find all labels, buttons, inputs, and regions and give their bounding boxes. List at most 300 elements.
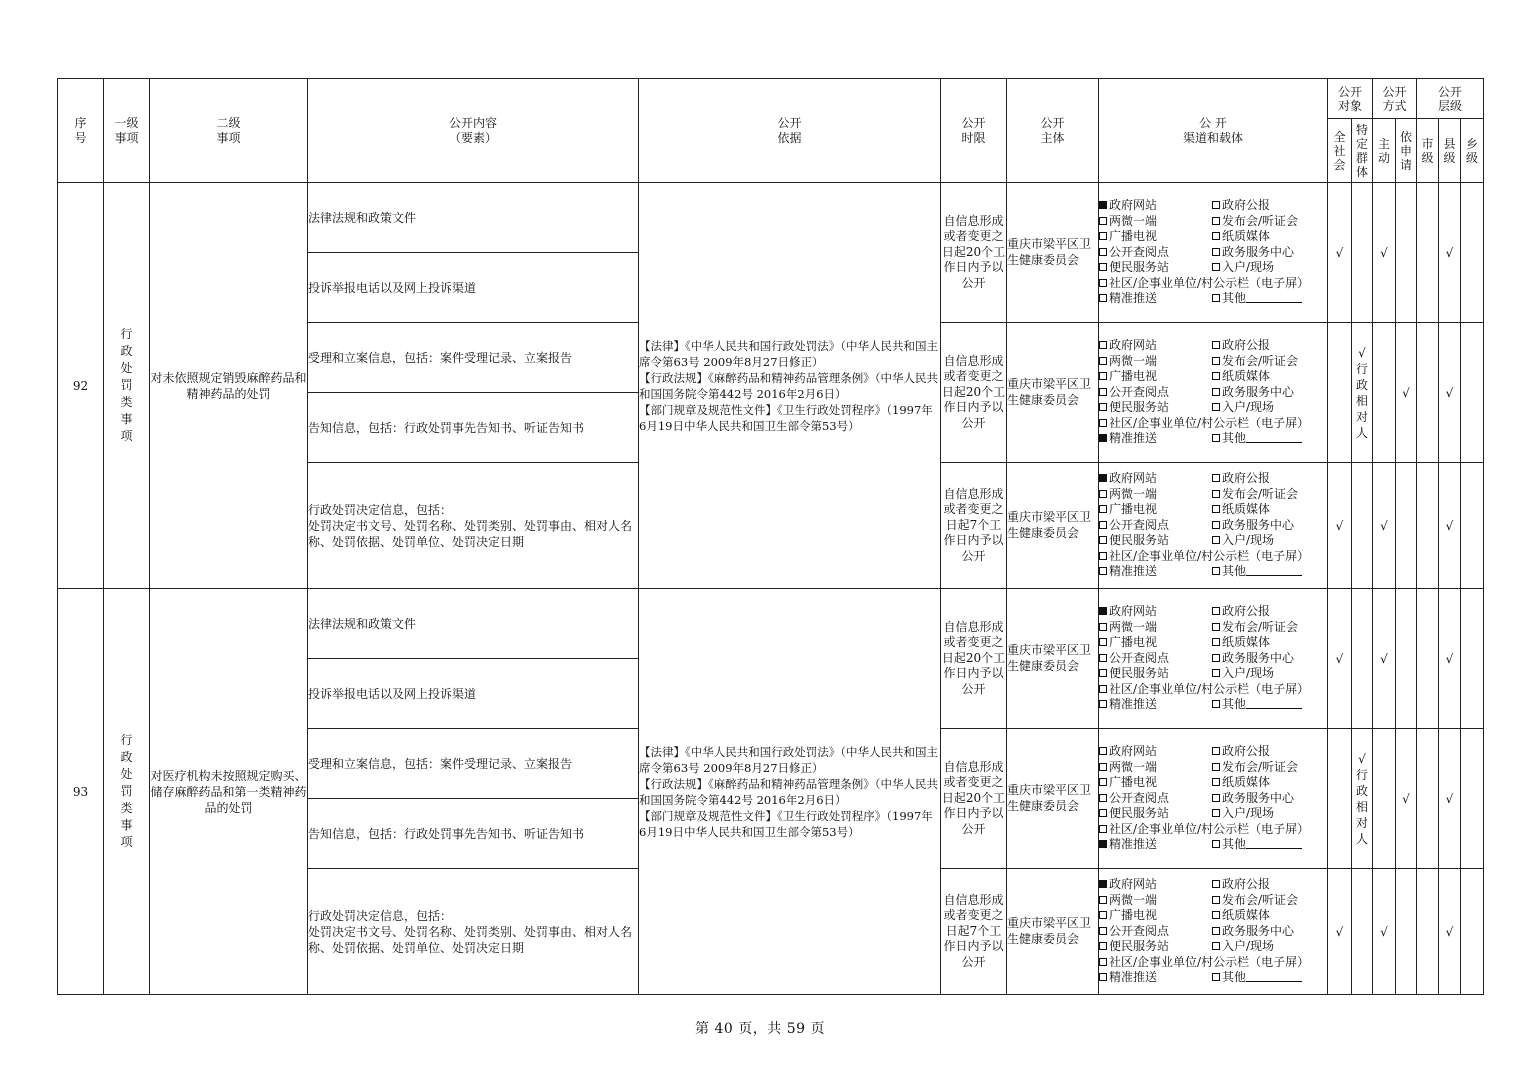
- channel-label: 两微一端: [1109, 486, 1158, 501]
- unchecked-box-icon: [1212, 403, 1220, 411]
- cell-content: [308, 869, 639, 995]
- unchecked-box-icon: [1212, 217, 1220, 225]
- channel-label: 精准推送: [1109, 970, 1158, 985]
- channel-label: 精准推送: [1109, 837, 1158, 852]
- subject-text: 重庆市梁平区卫生健康委员会: [1007, 643, 1092, 673]
- fill-blank-line: [1246, 970, 1302, 982]
- table-row: [58, 589, 1484, 659]
- header-sub-specific: 特定群体: [1352, 119, 1373, 183]
- header-level2: 二级事项: [150, 79, 308, 183]
- content-text-line: 行政处罚决定信息，包括：: [308, 502, 453, 517]
- channel-label: 政务服务中心: [1222, 517, 1295, 532]
- cell-seq: [58, 589, 104, 995]
- channel-label: 政务服务中心: [1222, 384, 1295, 399]
- cell-channels: [1099, 463, 1328, 589]
- channel-label: 政府网站: [1109, 198, 1158, 213]
- channel-label: 其他: [1222, 564, 1247, 579]
- channel-option-service-station: [1099, 806, 1212, 822]
- channel-option-two-wei: [1099, 620, 1212, 636]
- fill-blank-line: [1246, 564, 1302, 576]
- channel-option-two-wei: [1099, 354, 1212, 370]
- cell-seq: [58, 183, 104, 589]
- unchecked-box-icon: [1099, 521, 1107, 529]
- channel-option-other: [1212, 837, 1327, 853]
- channel-option-bulletin: [1099, 549, 1327, 565]
- check-county-level: [1439, 589, 1461, 729]
- header-sub-request: 依申请: [1396, 119, 1417, 183]
- header-sub-active: 主动: [1373, 119, 1396, 183]
- cell-channels: [1099, 729, 1328, 869]
- channel-label: 社区/企事业单位/村公示栏（电子屏）: [1109, 548, 1310, 563]
- channel-label: 发布会/听证会: [1222, 486, 1299, 501]
- content-text-line: 处罚决定书文号、处罚名称、处罚类别、处罚事由、相对人名称、处罚依据、处罚单位、处罚决定日期: [308, 518, 633, 549]
- unchecked-box-icon: [1212, 794, 1220, 802]
- channel-option-reading-point: [1099, 791, 1212, 807]
- channel-option-tv: [1099, 369, 1212, 385]
- check-on-request-mark: √: [1402, 385, 1410, 400]
- content-text-line: 告知信息，包括：行政处罚事先告知书、听证告知书: [308, 420, 585, 435]
- channel-label: 广播电视: [1109, 229, 1158, 244]
- channel-option-door: [1212, 260, 1327, 276]
- channel-option-service-station: [1099, 400, 1212, 416]
- channel-option-gov-site: [1099, 471, 1212, 487]
- header-target-group: 公开对象: [1328, 79, 1373, 119]
- channel-label: 便民服务站: [1109, 533, 1170, 548]
- unchecked-box-icon: [1212, 536, 1220, 544]
- channel-option-gov-site: [1099, 877, 1212, 893]
- channel-option-precise: [1099, 291, 1212, 307]
- channel-label: 精准推送: [1109, 697, 1158, 712]
- time-limit-text: 自信息形成或者变更之日起20个工作日内予以公开: [941, 619, 1006, 696]
- header-sub-city: 市级: [1417, 119, 1439, 183]
- channel-option-service-center: [1212, 245, 1327, 261]
- cell-time-limit: [941, 183, 1007, 323]
- unchecked-box-icon: [1099, 490, 1107, 498]
- check-specific-group-mark: √行政相对人: [1355, 751, 1368, 846]
- check-all-society: [1328, 589, 1352, 729]
- cell-level1: [104, 183, 150, 589]
- channel-label: 社区/企事业单位/村公示栏（电子屏）: [1109, 821, 1310, 836]
- unchecked-box-icon: [1099, 654, 1107, 662]
- basis-text-line: 【行政法规】《麻醉药品和精神药品管理条例》（中华人民共和国国务院令第442号 2016年2月6日）: [639, 776, 938, 807]
- channel-option-service-center: [1212, 924, 1327, 940]
- subject-text: 重庆市梁平区卫生健康委员会: [1007, 783, 1092, 813]
- channel-label: 入户/现场: [1222, 939, 1275, 954]
- check-all-society-mark: √: [1335, 518, 1344, 533]
- channel-list: [1099, 744, 1327, 853]
- channel-option-paper: [1212, 635, 1327, 651]
- unchecked-box-icon: [1099, 372, 1107, 380]
- channel-label: 政务服务中心: [1222, 244, 1295, 259]
- check-on-request: [1396, 183, 1417, 323]
- unchecked-box-icon: [1212, 388, 1220, 396]
- channel-label: 政务服务中心: [1222, 923, 1295, 938]
- channel-option-gov-gazette: [1212, 471, 1327, 487]
- subject-text: 重庆市梁平区卫生健康委员会: [1007, 510, 1092, 540]
- cell-channels: [1099, 589, 1328, 729]
- basis-text-line: 【法律】《中华人民共和国行政处罚法》（中华人民共和国主席令第63号 2009年8月27日修正）: [639, 338, 938, 369]
- channel-option-service-station: [1099, 666, 1212, 682]
- channel-option-gov-gazette: [1212, 338, 1327, 354]
- channel-label: 发布会/听证会: [1222, 619, 1299, 634]
- cell-basis: [639, 589, 941, 995]
- channel-label: 公开查阅点: [1109, 790, 1170, 805]
- cell-content: [308, 799, 639, 869]
- unchecked-box-icon: [1212, 505, 1220, 513]
- unchecked-box-icon: [1212, 778, 1220, 786]
- channel-option-gov-gazette: [1212, 198, 1327, 214]
- channel-label: 便民服务站: [1109, 806, 1170, 821]
- unchecked-box-icon: [1099, 638, 1107, 646]
- channel-label: 政府公报: [1222, 471, 1271, 486]
- channel-option-service-station: [1099, 533, 1212, 549]
- check-all-society: [1328, 869, 1352, 995]
- header-time-limit: 公开 时限: [941, 79, 1007, 183]
- check-active-mark: √: [1380, 924, 1388, 939]
- channel-option-door: [1212, 939, 1327, 955]
- cell-level2: [150, 589, 308, 995]
- header-sub-town: 乡级: [1461, 119, 1484, 183]
- channel-label: 发布会/听证会: [1222, 213, 1299, 228]
- channel-option-bulletin: [1099, 822, 1327, 838]
- cell-time-limit: [941, 589, 1007, 729]
- check-specific-group: [1352, 729, 1373, 869]
- table-body: [58, 183, 1484, 995]
- time-limit-text: 自信息形成或者变更之日起20个工作日内予以公开: [941, 353, 1006, 430]
- channel-label: 广播电视: [1109, 635, 1158, 650]
- cell-content: [308, 253, 639, 323]
- check-active-mark: √: [1380, 245, 1388, 260]
- check-specific-group: [1352, 869, 1373, 995]
- check-all-society: [1328, 323, 1352, 463]
- channel-label: 入户/现场: [1222, 806, 1275, 821]
- content-text-line: 告知信息，包括：行政处罚事先告知书、听证告知书: [308, 826, 585, 841]
- header-basis: 公开 依据: [639, 79, 941, 183]
- unchecked-box-icon: [1099, 747, 1107, 755]
- content-text-line: 法律法规和政策文件: [308, 616, 417, 631]
- check-all-society: [1328, 729, 1352, 869]
- channel-label: 政府网站: [1109, 877, 1158, 892]
- unchecked-box-icon: [1212, 263, 1220, 271]
- content-text-line: 法律法规和政策文件: [308, 210, 417, 225]
- check-town-level: [1461, 729, 1484, 869]
- check-all-society: [1328, 463, 1352, 589]
- channel-label: 发布会/听证会: [1222, 892, 1299, 907]
- seq-number: 92: [72, 378, 89, 393]
- check-active: [1373, 729, 1396, 869]
- cell-content: [308, 323, 639, 393]
- channel-option-precise: [1099, 564, 1212, 580]
- check-all-society-mark: √: [1335, 924, 1344, 939]
- unchecked-box-icon: [1212, 201, 1220, 209]
- header-subject: 公开 主体: [1007, 79, 1099, 183]
- time-limit-text: 自信息形成或者变更之日起20个工作日内予以公开: [941, 759, 1006, 836]
- fill-blank-line: [1246, 431, 1302, 443]
- channel-label: 便民服务站: [1109, 260, 1170, 275]
- unchecked-box-icon: [1099, 794, 1107, 802]
- channel-option-other: [1212, 431, 1327, 447]
- unchecked-box-icon: [1099, 279, 1107, 287]
- check-county-level: [1439, 869, 1461, 995]
- header-method-group: 公开方式: [1373, 79, 1417, 119]
- channel-option-press-conf: [1212, 893, 1327, 909]
- channel-option-paper: [1212, 369, 1327, 385]
- unchecked-box-icon: [1212, 607, 1220, 615]
- cell-content: [308, 463, 639, 589]
- channel-option-tv: [1099, 502, 1212, 518]
- channel-label: 社区/企事业单位/村公示栏（电子屏）: [1109, 954, 1310, 969]
- channel-label: 两微一端: [1109, 759, 1158, 774]
- channel-label: 其他: [1222, 697, 1247, 712]
- check-county-level: [1439, 463, 1461, 589]
- channel-label: 其他: [1222, 837, 1247, 852]
- channel-label: 纸质媒体: [1222, 635, 1271, 650]
- channel-label: 便民服务站: [1109, 400, 1170, 415]
- check-county-level: [1439, 729, 1461, 869]
- channel-option-service-center: [1212, 791, 1327, 807]
- channel-list: [1099, 471, 1327, 580]
- check-county-level: [1439, 183, 1461, 323]
- unchecked-box-icon: [1212, 434, 1220, 442]
- channel-label: 两微一端: [1109, 892, 1158, 907]
- check-active-mark: √: [1380, 518, 1388, 533]
- unchecked-box-icon: [1212, 973, 1220, 981]
- header-content: 公开内容 （要素）: [308, 79, 639, 183]
- channel-option-other: [1212, 564, 1327, 580]
- channel-option-two-wei: [1099, 760, 1212, 776]
- channel-option-precise: [1099, 431, 1212, 447]
- header-level1: 一级事项: [104, 79, 150, 183]
- channel-label: 入户/现场: [1222, 533, 1275, 548]
- channel-label: 纸质媒体: [1222, 229, 1271, 244]
- channel-option-gov-site: [1099, 744, 1212, 760]
- channel-option-gov-gazette: [1212, 877, 1327, 893]
- channel-label: 发布会/听证会: [1222, 353, 1299, 368]
- channel-option-bulletin: [1099, 416, 1327, 432]
- check-active: [1373, 869, 1396, 995]
- cell-subject: [1007, 183, 1099, 323]
- channel-option-other: [1212, 291, 1327, 307]
- unchecked-box-icon: [1212, 232, 1220, 240]
- channel-option-gov-site: [1099, 604, 1212, 620]
- seq-number: 93: [72, 784, 89, 799]
- channel-option-service-station: [1099, 260, 1212, 276]
- channel-option-paper: [1212, 229, 1327, 245]
- content-text-line: 行政处罚决定信息，包括：: [308, 908, 453, 923]
- content-text-line: 处罚决定书文号、处罚名称、处罚类别、处罚事由、相对人名称、处罚依据、处罚单位、处罚决定日期: [308, 924, 633, 955]
- channel-option-reading-point: [1099, 245, 1212, 261]
- checked-box-icon: [1099, 607, 1107, 615]
- channel-label: 政府网站: [1109, 604, 1158, 619]
- channel-option-two-wei: [1099, 893, 1212, 909]
- subject-text: 重庆市梁平区卫生健康委员会: [1007, 916, 1092, 946]
- fill-blank-line: [1246, 291, 1302, 303]
- unchecked-box-icon: [1212, 372, 1220, 380]
- header-level-group: 公开层级: [1417, 79, 1484, 119]
- cell-channels: [1099, 183, 1328, 323]
- check-specific-group: [1352, 463, 1373, 589]
- checked-box-icon: [1099, 201, 1107, 209]
- cell-content: [308, 659, 639, 729]
- checked-box-icon: [1099, 880, 1107, 888]
- cell-subject: [1007, 729, 1099, 869]
- content-text-line: 受理和立案信息，包括：案件受理记录、立案报告: [308, 350, 573, 365]
- cell-subject: [1007, 589, 1099, 729]
- header-sub-county: 县级: [1439, 119, 1461, 183]
- channel-option-precise: [1099, 970, 1212, 986]
- unchecked-box-icon: [1212, 341, 1220, 349]
- check-active-mark: √: [1380, 651, 1388, 666]
- unchecked-box-icon: [1099, 911, 1107, 919]
- basis-text-line: 【法律】《中华人民共和国行政处罚法》（中华人民共和国主席令第63号 2009年8月27日修正）: [639, 744, 938, 775]
- unchecked-box-icon: [1099, 567, 1107, 575]
- channel-option-bulletin: [1099, 682, 1327, 698]
- channel-label: 社区/企事业单位/村公示栏（电子屏）: [1109, 415, 1310, 430]
- channel-label: 政府公报: [1222, 198, 1271, 213]
- check-on-request: [1396, 463, 1417, 589]
- cell-channels: [1099, 869, 1328, 995]
- channel-option-two-wei: [1099, 214, 1212, 230]
- content-text-line: 投诉举报电话以及网上投诉渠道: [308, 686, 477, 701]
- check-active: [1373, 589, 1396, 729]
- cell-time-limit: [941, 729, 1007, 869]
- channel-label: 精准推送: [1109, 431, 1158, 446]
- check-city-level: [1417, 869, 1439, 995]
- channel-label: 政府网站: [1109, 744, 1158, 759]
- unchecked-box-icon: [1099, 552, 1107, 560]
- channel-label: 广播电视: [1109, 908, 1158, 923]
- level2-text: 对未依照规定销毁麻醉药品和精神药品的处罚: [150, 370, 307, 401]
- check-city-level: [1417, 463, 1439, 589]
- cell-content: [308, 589, 639, 659]
- unchecked-box-icon: [1212, 669, 1220, 677]
- channel-option-paper: [1212, 502, 1327, 518]
- time-limit-text: 自信息形成或者变更之日起7个工作日内予以公开: [943, 892, 1004, 969]
- check-county-level-mark: √: [1445, 385, 1454, 400]
- channel-label: 公开查阅点: [1109, 384, 1170, 399]
- check-city-level: [1417, 183, 1439, 323]
- check-specific-group: [1352, 323, 1373, 463]
- channel-option-precise: [1099, 837, 1212, 853]
- unchecked-box-icon: [1212, 490, 1220, 498]
- check-all-society: [1328, 183, 1352, 323]
- channel-label: 政府公报: [1222, 877, 1271, 892]
- header-channels: 公 开 渠道和载体: [1099, 79, 1328, 183]
- unchecked-box-icon: [1212, 927, 1220, 935]
- channel-label: 政府网站: [1109, 471, 1158, 486]
- channel-label: 便民服务站: [1109, 939, 1170, 954]
- unchecked-box-icon: [1099, 669, 1107, 677]
- channel-label: 公开查阅点: [1109, 244, 1170, 259]
- channel-option-service-station: [1099, 939, 1212, 955]
- channel-label: 纸质媒体: [1222, 775, 1271, 790]
- cell-content: [308, 393, 639, 463]
- channel-option-service-center: [1212, 651, 1327, 667]
- channel-label: 政务服务中心: [1222, 790, 1295, 805]
- cell-subject: [1007, 869, 1099, 995]
- channel-label: 两微一端: [1109, 619, 1158, 634]
- channel-label: 入户/现场: [1222, 260, 1275, 275]
- unchecked-box-icon: [1212, 248, 1220, 256]
- channel-label: 广播电视: [1109, 369, 1158, 384]
- channel-option-gov-site: [1099, 198, 1212, 214]
- channel-label: 两微一端: [1109, 213, 1158, 228]
- unchecked-box-icon: [1212, 880, 1220, 888]
- unchecked-box-icon: [1099, 685, 1107, 693]
- channel-label: 其他: [1222, 970, 1247, 985]
- check-town-level: [1461, 869, 1484, 995]
- cell-content: [308, 183, 639, 253]
- unchecked-box-icon: [1212, 623, 1220, 631]
- table-row: [58, 183, 1484, 253]
- cell-subject: [1007, 463, 1099, 589]
- channel-label: 公开查阅点: [1109, 517, 1170, 532]
- unchecked-box-icon: [1099, 341, 1107, 349]
- unchecked-box-icon: [1099, 809, 1107, 817]
- check-active: [1373, 183, 1396, 323]
- unchecked-box-icon: [1099, 942, 1107, 950]
- page-number: 第 40 页，共 59 页: [695, 1021, 825, 1037]
- channel-option-reading-point: [1099, 924, 1212, 940]
- fill-blank-line: [1246, 837, 1302, 849]
- channel-label: 精准推送: [1109, 564, 1158, 579]
- channel-option-reading-point: [1099, 385, 1212, 401]
- unchecked-box-icon: [1099, 294, 1107, 302]
- channel-option-other: [1212, 970, 1327, 986]
- channel-label: 公开查阅点: [1109, 650, 1170, 665]
- check-on-request: [1396, 729, 1417, 869]
- check-specific-group: [1352, 589, 1373, 729]
- cell-time-limit: [941, 463, 1007, 589]
- unchecked-box-icon: [1099, 505, 1107, 513]
- cell-time-limit: [941, 869, 1007, 995]
- unchecked-box-icon: [1099, 536, 1107, 544]
- channel-label: 社区/企事业单位/村公示栏（电子屏）: [1109, 681, 1310, 696]
- channel-list: [1099, 338, 1327, 447]
- channel-label: 广播电视: [1109, 502, 1158, 517]
- check-on-request: [1396, 589, 1417, 729]
- channel-option-tv: [1099, 775, 1212, 791]
- channel-option-paper: [1212, 908, 1327, 924]
- cell-channels: [1099, 323, 1328, 463]
- channel-option-press-conf: [1212, 487, 1327, 503]
- time-limit-text: 自信息形成或者变更之日起20个工作日内予以公开: [941, 213, 1006, 290]
- unchecked-box-icon: [1099, 778, 1107, 786]
- check-specific-group: [1352, 183, 1373, 323]
- channel-option-door: [1212, 533, 1327, 549]
- unchecked-box-icon: [1099, 958, 1107, 966]
- unchecked-box-icon: [1099, 217, 1107, 225]
- unchecked-box-icon: [1099, 825, 1107, 833]
- channel-option-bulletin: [1099, 276, 1327, 292]
- subject-text: 重庆市梁平区卫生健康委员会: [1007, 237, 1092, 267]
- check-on-request-mark: √: [1402, 791, 1410, 806]
- channel-label: 其他: [1222, 431, 1247, 446]
- content-text-line: 受理和立案信息，包括：案件受理记录、立案报告: [308, 756, 573, 771]
- channel-label: 入户/现场: [1222, 400, 1275, 415]
- channel-option-tv: [1099, 908, 1212, 924]
- check-town-level: [1461, 463, 1484, 589]
- unchecked-box-icon: [1212, 896, 1220, 904]
- unchecked-box-icon: [1212, 654, 1220, 662]
- unchecked-box-icon: [1099, 403, 1107, 411]
- channel-option-other: [1212, 697, 1327, 713]
- channel-option-door: [1212, 400, 1327, 416]
- channel-label: 其他: [1222, 291, 1247, 306]
- unchecked-box-icon: [1099, 927, 1107, 935]
- header-sub-all: 全社会: [1328, 119, 1352, 183]
- cell-level1: [104, 589, 150, 995]
